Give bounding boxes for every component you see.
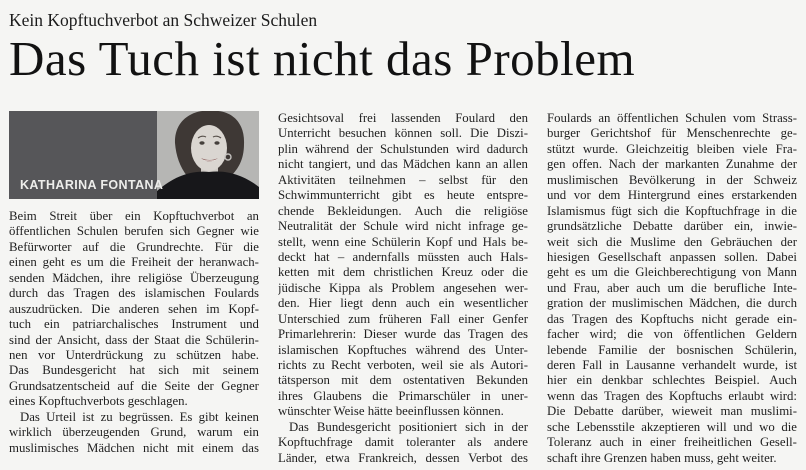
text-line: Neutralität der Schule wird nicht infrage ge- [278, 219, 528, 234]
text-line: durch das Tragen des islamischen Foulards [9, 286, 259, 301]
text-line: lebende Familie der bosnischen Schülerin, [547, 342, 797, 357]
text-line: wirklich überzeugenden Grund, warum ein [9, 425, 259, 440]
text-line: und vor dem Hintergrund eines erstarkenden [547, 188, 797, 203]
text-line: den. Hier liegt denn auch ein wesentlicher [278, 296, 528, 311]
text-line: jüdische Kippa als Problem angesehen wer- [278, 280, 528, 295]
text-line: deckt hat – andernfalls müssten auch Hals- [278, 249, 528, 264]
text-line: und Frau, aber auch um die berufliche Inte- [547, 280, 797, 295]
text-line: chende Bekleidungen. Auch die religiöse [278, 203, 528, 218]
text-line: öffentlichen Schulen berufen sich Gegner wie [9, 224, 259, 239]
text-line: burger Gerichtshof für Menschenrechte ge- [547, 126, 797, 141]
text-line: eines Kopftuchverbots geschlagen. [9, 394, 188, 409]
text-line: ihres Glaubens die Primarschüler in uner- [278, 388, 528, 403]
text-line: einen geht es um die Freiheit der heranwach- [9, 255, 259, 270]
column-2 [278, 111, 528, 466]
text-line: das Tragen des Kopftuchs nicht gerade ein- [547, 311, 797, 326]
text-line: grundsätzliche Debatte darüber ein, inwie- [547, 219, 797, 234]
text-line: Befürworter auf die Grundrechte. Für die [9, 239, 259, 254]
text-line: senden Mädchen, ihre religiöse Überzeugung [9, 270, 259, 285]
text-line: tuch ein patriarchalisches Instrument und [9, 317, 259, 332]
column-1-text [9, 209, 259, 456]
text-line: richts zu Recht verboten, weil sie als Autori- [278, 358, 528, 372]
text-line: weit sich die Muslime den Gebräuchen der [547, 234, 797, 249]
text-line: gration der muslimischen Mädchen, die durch [547, 296, 797, 311]
text-line: tätsperson mit dem ostentativen Bekunden [278, 373, 528, 388]
text-line: Beim Streit über ein Kopftuchverbot an [9, 209, 259, 223]
author-name: KATHARINA FONTANA [20, 178, 164, 192]
text-line: sind der Ansicht, dass der Staat die Schülerin- [9, 332, 259, 347]
text-line: Unterschied zum früheren Fall einer Genfer [278, 311, 528, 326]
text-line: Das Bundesgericht hat sich mit seinem [9, 363, 259, 378]
text-line: gen offen. Nach der markanten Zunahme der [547, 157, 797, 172]
text-line: Länder, etwa Frankreich, dessen Verbot des [278, 450, 528, 465]
text-line: plin während der Schulstunden wird dadurch [278, 141, 528, 156]
text-line: Aktivitäten teilnehmen – selbst für den [278, 172, 528, 187]
text-line: sche Lebensstile akzeptieren will und wo die [547, 419, 797, 434]
text-line: Das Urteil ist zu begrüssen. Es gibt keinen [20, 409, 259, 424]
text-line: facher wird; die von öffentlichen Geldern [547, 327, 797, 342]
text-line: schaft ihre Grenzen haben muss, geht weiter. [547, 450, 777, 465]
text-line: wenn das Tragen des Kopftuchs erlaubt wird: [547, 388, 797, 403]
text-line: geht es um die Gleichberechtigung von Mann [547, 265, 797, 280]
portrait-face [191, 125, 227, 171]
text-line: Gesichtsoval frei lassenden Foulard den [278, 111, 528, 125]
column-3 [547, 111, 797, 466]
text-line: stützt wurde. Gleichzeitig bleiben viele Fra- [547, 141, 797, 156]
portrait-eye-right [214, 141, 219, 144]
text-line: muslimisches Mädchen nicht mit einem das [9, 440, 259, 455]
text-line: auszudrücken. Die anderen sehen im Kopf- [9, 301, 259, 316]
article-body [9, 111, 797, 466]
text-line: Toleranz auch in einer freiheitlichen Gesell- [547, 435, 797, 450]
text-line: Islamismus fügt sich die Kopftuchfrage in die [547, 203, 797, 218]
text-line: wünschter Weise hätte beeinflussen können. [278, 404, 504, 419]
text-line: Die Debatte darüber, wieweit man muslimi- [547, 404, 797, 419]
text-line: hier ein denkbar schlechtes Beispiel. Auch [547, 373, 797, 388]
text-line: Grundsatzentscheid auf die Seite der Gegner [9, 378, 259, 393]
text-line: Kopftuchfrage damit toleranter als andere [278, 435, 528, 450]
text-line: ketten mit dem christlichen Kreuz oder die [278, 265, 528, 280]
column-1 [9, 111, 259, 466]
column-2-text [278, 111, 528, 466]
text-line: Foulards an öffentlichen Schulen vom Strass- [547, 111, 797, 125]
text-line: hiesigen Gesellschaft anpassen sollen. Dabei [547, 249, 797, 264]
text-line: nen vor Unterdrückung zu schützen habe. [9, 347, 259, 362]
text-line: Primarlehrerin: Dieser wurde das Tragen des [278, 327, 528, 342]
author-photo [9, 111, 259, 199]
article-kicker: Kein Kopftuchverbot an Schweizer Schulen [9, 10, 318, 30]
text-line: islamischen Kopftuches während des Unter- [278, 342, 528, 357]
text-line: stellt, wenn eine Schülerin Kopf und Hals be- [278, 234, 528, 249]
text-line: Das Bundesgericht positioniert sich in der [289, 419, 528, 434]
text-line: Schwimmunterricht gibt es heute entspre- [278, 188, 528, 203]
text-line: Unterricht besuchen können soll. Die Diszi- [278, 126, 528, 141]
text-line: muslimischen Bevölkerung in der Schweiz [547, 172, 797, 187]
article-headline: Das Tuch ist nicht das Problem [9, 31, 636, 86]
text-line: deren Fall in Lausanne verhandelt wurde, ist [547, 358, 797, 372]
text-line: nicht tangiert, und das Mädchen kann an allen [278, 157, 528, 172]
column-3-text [547, 111, 797, 466]
portrait-eye-left [199, 141, 204, 144]
